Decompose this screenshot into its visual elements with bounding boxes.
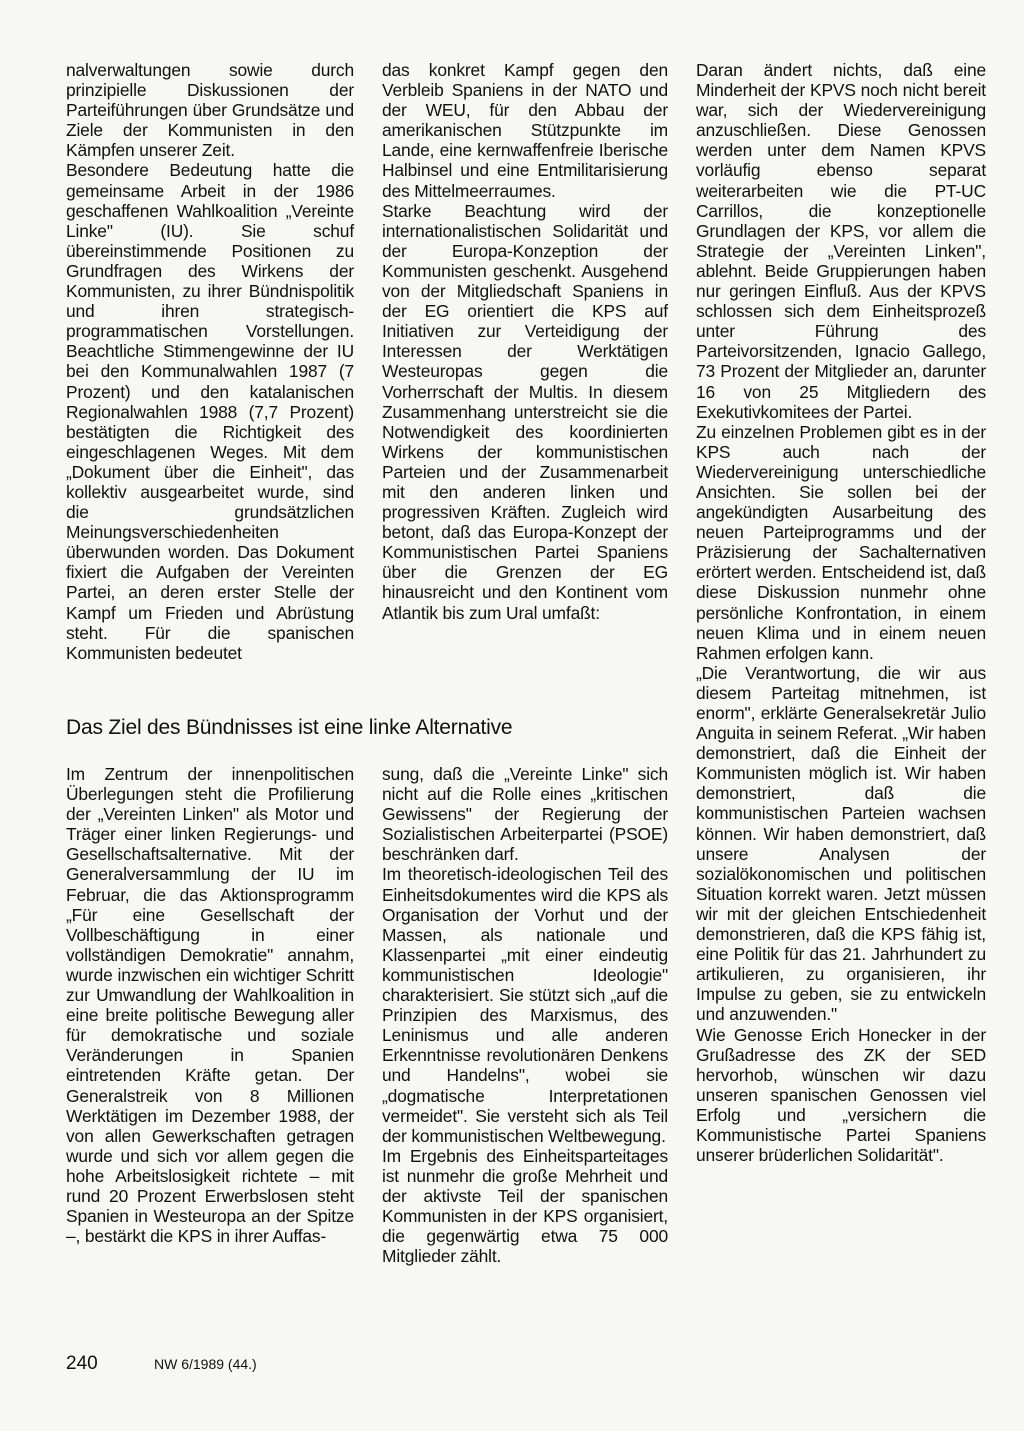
paragraph: Im Ergebnis des Einheitsparteitages ist nunmehr die große Mehrheit und der aktivste Teil der spanischen Kommunisten in der KPS organisiert, die gegenwärtig etwa 75 000 Mitglieder zählt. (382, 1145, 668, 1267)
column-1 (66, 60, 354, 663)
paragraph: Daran ändert nichts, daß eine Minderheit der KPVS noch nicht bereit war, sich der Wiedervereinigung anzuschließen. Diese Genossen werden unter dem Namen KPVS vorläufig ebenso separat weiterarbeiten wie die PT-UC Carrillos, die konzeptionelle Grundlagen der KPS, vor allem die Strategie der „Vereinten Linken", ablehnt. Beide Gruppierungen haben nur geringen Einfluß. Aus der KPVS schlossen sich dem Einheitsprozeß unter Führung des Parteivorsitzenden, Ignacio Gallego, 73 Prozent der Mitglieder an, darunter 16 von 25 Mitgliedern des Exekutivkomitees der Partei. (696, 60, 986, 422)
paragraph: Wie Genosse Erich Honecker in der Grußadresse des ZK der SED hervorhob, wünschen wir dazu unseren spanischen Genossen viel Erfolg und „versichern die Kommunistische Partei Spaniens unserer brüderlichen Solidarität". (696, 1024, 986, 1166)
page-footer (66, 1353, 366, 1383)
paragraph: nalverwaltungen sowie durch prinzipielle Diskussionen der Parteiführungen über Grundsätze und Ziele der Kommunisten in den Kämpfen unserer Zeit. (66, 60, 354, 161)
paragraph: Besondere Bedeutung hatte die gemeinsame Arbeit in der 1986 geschaffenen Wahlkoalition „Vereinte Linke" (IU). Sie schuf übereinstimmende Positionen zu Grundfragen des Wirkens der Kommunisten, zu ihrer Bündnispolitik und ihren strategisch-programmatischen Vorstellungen. Beachtliche Stimmengewinne der IU bei den Kommunalwahlen 1987 (7 Prozent) und den katalanischen Regionalwahlen 1988 (7,7 Prozent) bestätigten die Richtigkeit des eingeschlagenen Weges. Mit dem „Dokument über die Einheit", das kollektiv ausgearbeitet wurde, sind die grundsätzlichen Meinungsverschiedenheiten überwunden worden. Das Dokument fixiert die Aufgaben der Vereinten Partei, an deren erster Stelle der Kampf um Frieden und Abrüstung steht. Für die spanischen Kommunisten bedeutet (66, 160, 354, 663)
paragraph: sung, daß die „Vereinte Linke" sich nicht auf die Rolle eines „kritischen Gewissens" der Regierung der Sozialistischen Arbeiterpartei (PSOE) beschränken darf. (382, 764, 668, 865)
journal-reference: NW 6/1989 (44.) (154, 1356, 257, 1372)
paragraph: Zu einzelnen Problemen gibt es in der KPS auch nach der Wiedervereinigung unterschiedliche Ansichten. Sie sollen bei der angekündigten Ausarbeitung des neuen Parteiprogramms und der Präzisierung der Sachalternativen erörtert werden. Entscheidend ist, daß diese Diskussion nunmehr ohne persönliche Konfrontation, in einem neuen Klima und in einem neuen Rahmen erfolgen kann. (696, 421, 986, 663)
paragraph: Starke Beachtung wird der internationalistischen Solidarität und der Europa-Konzeption der Kommunisten geschenkt. Ausgehend von der Mitgliedschaft Spaniens in der EG orientiert die KPS auf Initiativen zur Verteidigung der Interessen der Werktätigen Westeuropas gegen die Vorherrschaft der Multis. In diesem Zusammenhang unterstreicht sie die Notwendigkeit des koordinierten Wirkens der kommunistischen Parteien und der Zusammenarbeit mit den anderen linken und progressiven Kräften. Zugleich wird betont, daß das Europa-Konzept der Kommunistischen Partei Spaniens über die Grenzen der EG hinausreicht und den Kontinent vom Atlantik bis zum Ural umfaßt: (382, 200, 668, 623)
column-5 (382, 764, 668, 1266)
column-2 (382, 60, 668, 623)
section-heading: Das Ziel des Bündnisses ist eine linke Alternative (66, 716, 513, 739)
paragraph: Im Zentrum der innenpolitischen Überlegungen steht die Profilierung der „Vereinten Linken" als Motor und Träger einer linken Regierungs- und Gesellschaftsalternative. Mit der Generalversammlung der IU im Februar, die das Aktionsprogramm „Für eine Gesellschaft der Vollbeschäftigung in einer vollständigen Demokratie" annahm, wurde inzwischen ein wichtiger Schritt zur Umwandlung der Wahlkoalition in eine breite politische Bewegung aller für demokratische und soziale Veränderungen in Spanien eintretenden Kräfte getan. Der Generalstreik von 8 Millionen Werktätigen im Dezember 1988, der von allen Gewerkschaften getragen wurde und sich vor allem gegen die hohe Arbeitslosigkeit richtete – mit rund 20 Prozent Erwerbslosen steht Spanien in Westeuropa an der Spitze –, bestärkt die KPS in ihrer Auffas- (66, 764, 354, 1247)
paragraph: Im theoretisch-ideologischen Teil des Einheitsdokumentes wird die KPS als Organisation der Vorhut und der Massen, als nationale und Klassenpartei „mit einer eindeutig kommunistischen Ideologie" charakterisiert. Sie stützt sich „auf die Prinzipien des Marxismus, des Leninismus und alle anderen Erkenntnisse revolutionären Denkens und Handelns", wobei sie „dogmatische Interpretationen vermeidet". Sie versteht sich als Teil der kommunistischen Weltbewegung. (382, 864, 668, 1146)
page-number: 240 (66, 1353, 98, 1374)
paragraph: das konkret Kampf gegen den Verbleib Spaniens in der NATO und der WEU, für den Abbau der amerikanischen Stützpunkte im Lande, eine kernwaffenfreie Iberische Halbinsel und eine Entmilitarisierung des Mittelmeerraumes. (382, 60, 668, 201)
column-3 (696, 60, 986, 1165)
paragraph: „Die Verantwortung, die wir aus diesem Parteitag mitnehmen, ist enorm", erklärte Generalsekretär Julio Anguita in seinem Referat. „Wir haben demonstriert, daß die Einheit der Kommunisten möglich ist. Wir haben demonstriert, daß die kommunistischen Parteien wachsen können. Wir haben demonstriert, daß unsere Analysen der sozialökonomischen und politischen Situation korrekt waren. Jetzt müssen wir mit der gleichen Entschiedenheit demonstrieren, daß die KPS fähig ist, eine Politik für das 21. Jahrhundert zu artikulieren, zu organisieren, ihr Impulse zu geben, sie zu entwickeln und anzuwenden." (696, 662, 986, 1025)
column-4 (66, 764, 354, 1246)
